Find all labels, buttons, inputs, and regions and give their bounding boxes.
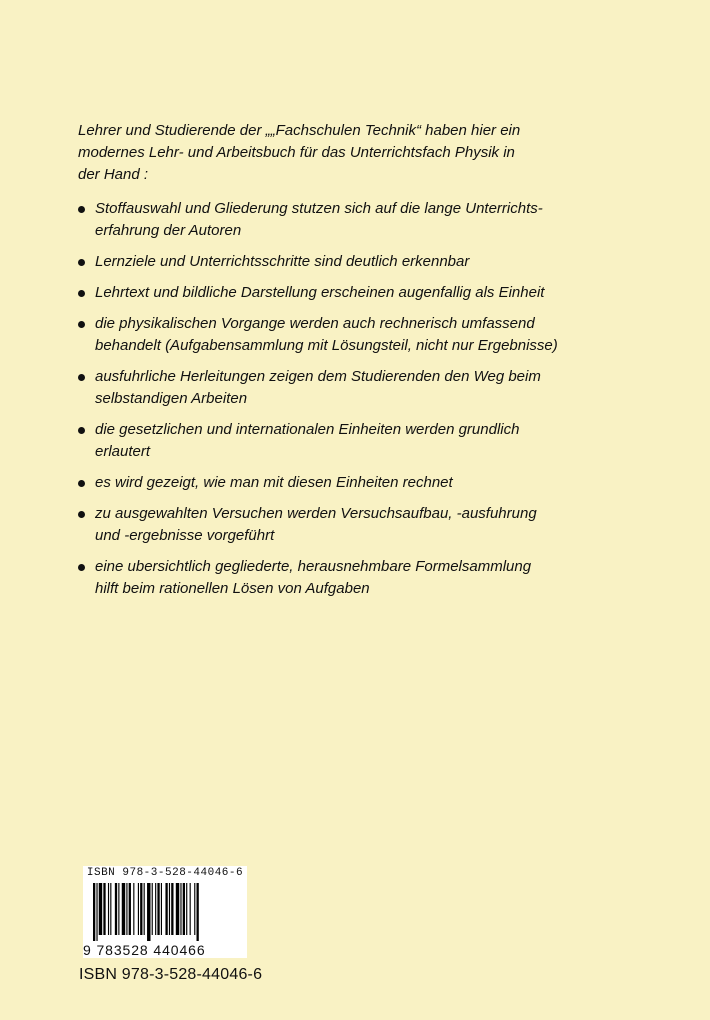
barcode-bar — [133, 883, 134, 935]
list-item-line: hilft beim rationellen Lösen von Aufgaben — [95, 580, 370, 597]
barcode-bar — [115, 883, 117, 935]
isbn-text: ISBN 978-3-528-44046-6 — [79, 966, 263, 983]
barcode — [83, 866, 247, 958]
barcode-bar — [169, 883, 170, 935]
barcode-bar — [176, 883, 179, 935]
list-item — [78, 419, 598, 463]
list-item-line: Lernziele und Unterrichtsschritte sind deutlich erkennbar — [95, 253, 470, 270]
bullet-icon — [78, 290, 85, 297]
barcode-bar — [147, 883, 150, 941]
barcode-bar — [180, 883, 181, 935]
list-item — [78, 503, 598, 547]
list-item-line: Stoffauswahl und Gliederung stutzen sich auf die lange Unterrichts- — [95, 200, 543, 217]
barcode-bar — [144, 883, 145, 935]
barcode-bar — [103, 883, 105, 935]
barcode-bar — [93, 883, 95, 941]
bullet-icon — [78, 374, 85, 381]
list-item-line: selbstandigen Arbeiten — [95, 390, 248, 407]
barcode-bar — [140, 883, 142, 935]
barcode-bar — [129, 883, 131, 935]
list-item-line: und -ergebnisse vorgeführt — [95, 527, 275, 544]
bullet-icon — [78, 480, 85, 487]
barcode-bar — [126, 883, 127, 935]
list-item-line: zu ausgewahlten Versuchen werden Versuchsaufbau, -ausfuhrung — [95, 505, 537, 522]
bullet-icon — [78, 564, 85, 571]
intro-line: Lehrer und Studierende der „„Fachschulen Technik“ haben hier ein — [78, 122, 521, 139]
barcode-bar — [108, 883, 109, 935]
intro-line: der Hand : — [78, 166, 149, 183]
list-item — [78, 313, 598, 357]
list-item-line: erlautert — [95, 443, 151, 460]
list-item — [78, 472, 598, 494]
barcode-bar — [110, 883, 111, 935]
bullet-icon — [78, 206, 85, 213]
barcode-bar — [186, 883, 187, 935]
barcode-isbn: ISBN 978-3-528-44046-6 — [86, 867, 244, 879]
bullet-icon — [78, 511, 85, 518]
list-item — [78, 198, 598, 242]
bullet-icon — [78, 259, 85, 266]
intro-text — [78, 120, 598, 186]
list-item-line: ausfuhrliche Herleitungen zeigen dem Studierenden den Weg beim — [95, 368, 541, 385]
barcode-bar — [152, 883, 153, 935]
barcode-bar — [118, 883, 119, 935]
list-item-line: eine ubersichtlich gegliederte, herausnehmbare Formelsammlung — [95, 558, 532, 575]
barcode-bar — [190, 883, 191, 935]
barcode-bar — [155, 883, 156, 935]
barcode-bar — [165, 883, 167, 935]
barcode-bar — [161, 883, 162, 935]
barcode-bar — [197, 883, 199, 941]
barcode-bars — [83, 883, 247, 941]
barcode-bar — [138, 883, 139, 935]
list-item-line: die physikalischen Vorgange werden auch rechnerisch umfassend — [95, 315, 535, 332]
list-item — [78, 366, 598, 410]
list-item-line: es wird gezeigt, wie man mit diesen Einheiten rechnet — [95, 474, 453, 491]
list-item-line: erfahrung der Autoren — [95, 222, 242, 239]
bullet-icon — [78, 321, 85, 328]
barcode-bar — [99, 883, 102, 935]
barcode-bar — [157, 883, 159, 935]
intro-line: modernes Lehr- und Arbeitsbuch für das Unterrichtsfach Physik in — [78, 144, 515, 161]
list-item-line: Lehrtext und bildliche Darstellung erscheinen augenfallig als Einheit — [95, 284, 545, 301]
list-item — [78, 556, 598, 600]
list-item — [78, 251, 598, 273]
list-item-line: die gesetzlichen und internationalen Einheiten werden grundlich — [95, 421, 520, 438]
list-item — [78, 282, 598, 304]
bullet-icon — [78, 427, 85, 434]
barcode-bar — [183, 883, 185, 935]
barcode-bar — [122, 883, 125, 935]
barcode-digits: 9 783528 440466 — [83, 942, 206, 958]
feature-list — [78, 198, 598, 609]
barcode-bar — [171, 883, 173, 935]
barcode-bar — [194, 883, 195, 935]
barcode-bar — [96, 883, 97, 941]
list-item-line: behandelt (Aufgabensammlung mit Lösungsteil, nicht nur Ergebnisse) — [95, 337, 558, 354]
